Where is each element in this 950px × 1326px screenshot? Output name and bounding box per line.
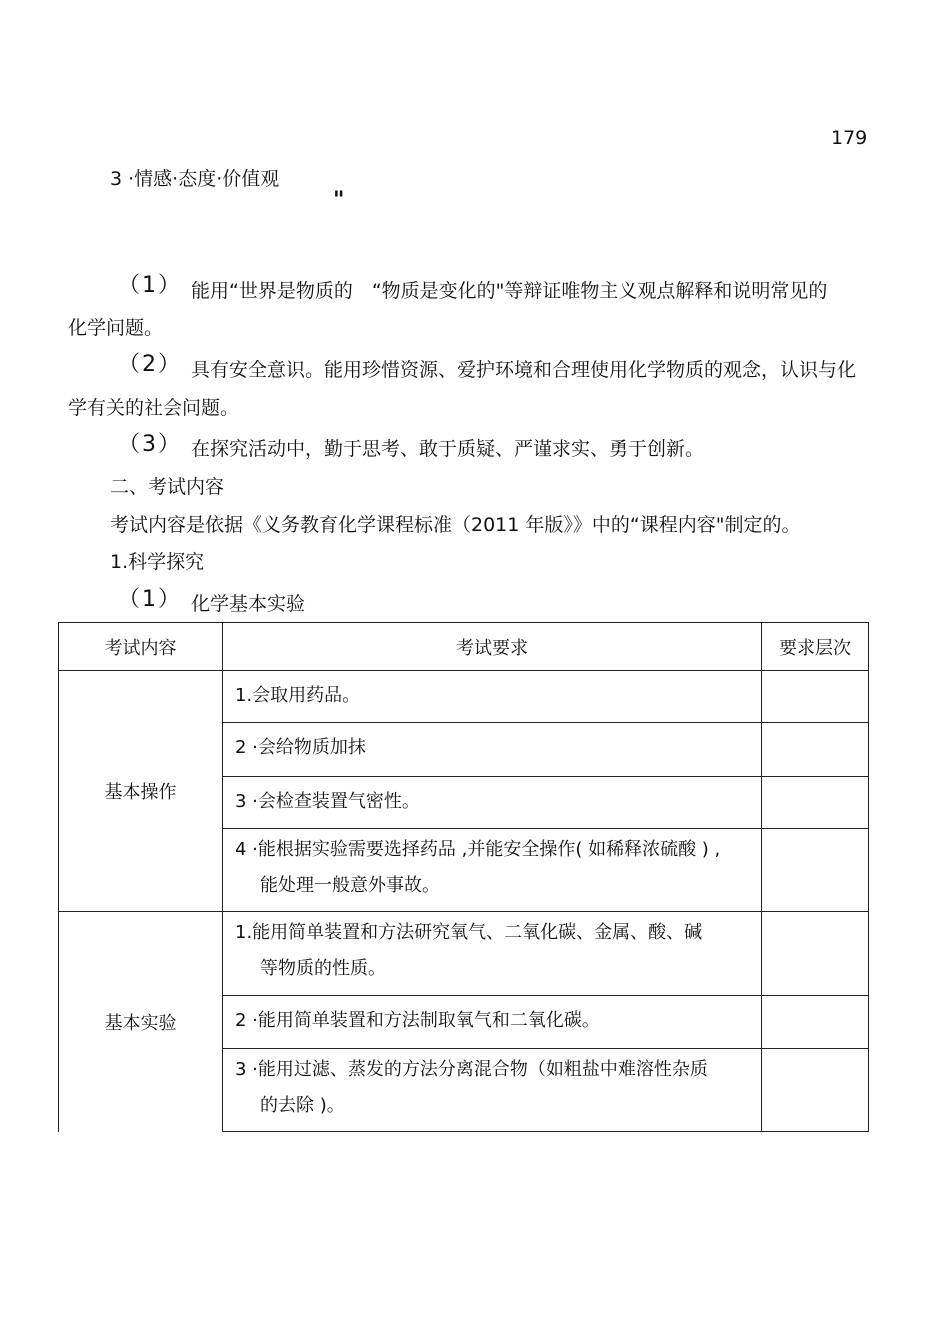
- table-header-row: [59, 623, 869, 671]
- category-cell: 基本操作: [59, 671, 223, 912]
- requirement-cell: [223, 671, 762, 723]
- requirement-cell: [223, 1049, 762, 1132]
- level-cell: [762, 829, 869, 912]
- requirement-cell: [223, 912, 762, 996]
- subsection-heading: 1.科学探究: [110, 551, 205, 573]
- requirement-text: 4 ·能根据实验需要选择药品 ,并能安全操作( 如稀释浓硫酸 ) ,: [235, 839, 721, 860]
- level-cell: [762, 671, 869, 723]
- item-label: 化学基本实验: [191, 593, 306, 615]
- level-cell: [762, 723, 869, 777]
- table-row: [59, 912, 869, 996]
- requirement-text: 1.会取用药品。: [235, 685, 361, 706]
- level-cell: [762, 1049, 869, 1132]
- section-heading: 3 ·情感·态度·价值观: [110, 168, 280, 190]
- requirement-cell: [223, 777, 762, 829]
- stray-mark: ": [333, 188, 345, 213]
- requirement-cell: [223, 996, 762, 1049]
- part-heading: 二、考试内容: [110, 476, 225, 498]
- goal-text-continued: 学有关的社会问题。: [68, 397, 240, 419]
- exam-table: [58, 622, 869, 1132]
- requirement-text-continued: 等物质的性质。: [260, 958, 386, 979]
- level-cell: [762, 996, 869, 1049]
- requirement-text: 3 ·会检查装置气密性。: [235, 791, 420, 812]
- goal-text-continued: 化学问题。: [68, 317, 164, 339]
- requirement-cell: [223, 723, 762, 777]
- item-number: （1）: [118, 587, 182, 612]
- goal-text: 在探究活动中，勤于思考、敢于质疑、严谨求实、勇于创新。: [191, 438, 705, 460]
- requirement-cell: [223, 829, 762, 912]
- goal-text: 能用“世界是物质的 “物质是变化的"等辩证唯物主义观点解释和说明常见的: [191, 280, 828, 302]
- requirement-text-continued: 能处理一般意外事故。: [260, 875, 440, 896]
- requirement-text-continued: 的去除 )。: [260, 1095, 345, 1116]
- level-cell: [762, 777, 869, 829]
- requirement-text: 2 ·会给物质加抹: [235, 737, 366, 758]
- header-requirement: 考试要求: [223, 623, 762, 671]
- page-number: 179: [831, 127, 868, 149]
- requirement-text: 1.能用简单装置和方法研究氧气、二氧化碳、金属、酸、碱: [235, 922, 703, 943]
- level-cell: [762, 912, 869, 996]
- requirement-text: 3 ·能用过滤、蒸发的方法分离混合物（如粗盐中难溶性杂质: [235, 1059, 708, 1080]
- category-cell: 基本实验: [59, 912, 223, 1132]
- goal-number: （2）: [118, 352, 182, 377]
- goal-number: （3）: [118, 432, 182, 457]
- requirement-text: 2 ·能用简单装置和方法制取氧气和二氧化碳。: [235, 1010, 600, 1031]
- header-level: 要求层次: [762, 623, 869, 671]
- part-intro: 考试内容是依据《义务教育化学课程标准（2011 年版》》中的“课程内容"制定的。: [110, 514, 801, 536]
- goal-number: （1）: [118, 273, 182, 298]
- header-content: 考试内容: [59, 623, 223, 671]
- goal-text: 具有安全意识。能用珍惜资源、爱护环境和合理使用化学物质的观念，认识与化: [191, 359, 857, 381]
- table-row: [59, 671, 869, 723]
